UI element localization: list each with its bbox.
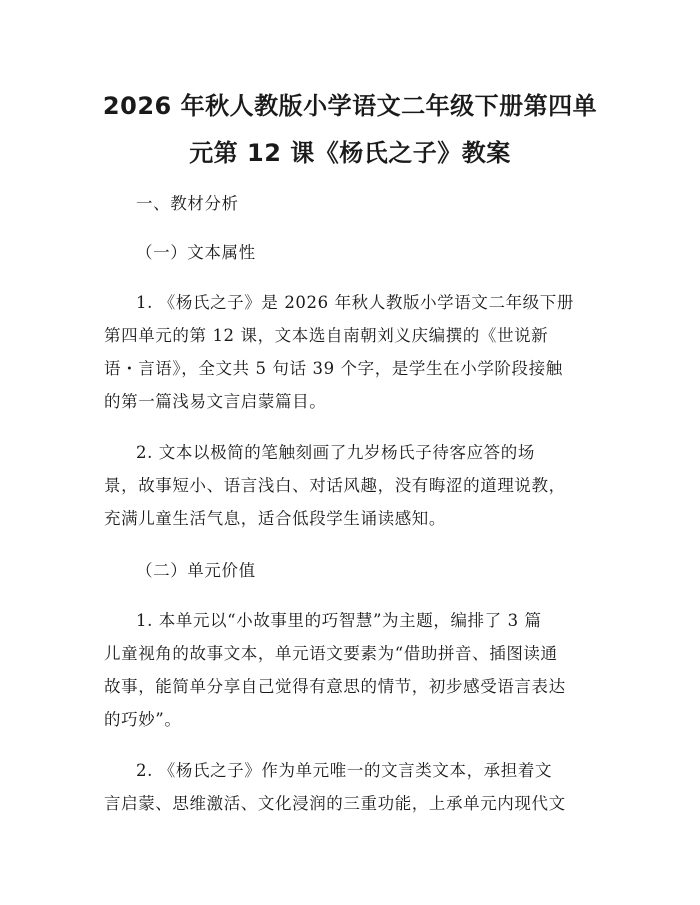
paragraph-3-line-1: 1. 本单元以“小故事里的巧智慧”为主题，编排了 3 篇 [136, 611, 542, 630]
paragraph-3-line-3: 故事，能简单分享自己觉得有意思的情节，初步感受语言表达 [104, 677, 566, 696]
subsection-heading-unit-value: （二）单元价值 [136, 561, 256, 580]
document-title-line-1: 2026 年秋人教版小学语文二年级下册第四单 [102, 92, 598, 120]
paragraph-1-line-4: 的第一篇浅易文言启蒙篇目。 [104, 392, 327, 411]
paragraph-3-line-4: 的巧妙”。 [104, 710, 182, 729]
paragraph-1-line-1: 1. 《杨氏之子》是 2026 年秋人教版小学语文二年级下册 [136, 293, 574, 312]
subsection-heading-text-attributes: （一）文本属性 [136, 243, 256, 262]
paragraph-2-line-2: 景，故事短小、语言浅白、对话风趣，没有晦涩的道理说教， [104, 476, 566, 495]
document-title-line-2: 元第 12 课《杨氏之子》教案 [189, 139, 511, 167]
paragraph-1-line-3: 语・言语》，全文共 5 句话 39 个字，是学生在小学阶段接触 [104, 359, 563, 378]
section-heading-teaching-material-analysis: 一、教材分析 [136, 194, 239, 213]
paragraph-1-line-2: 第四单元的第 12 课，文本选自南朝刘义庆编撰的《世说新 [104, 326, 549, 345]
paragraph-4-line-2: 言启蒙、思维激活、文化浸润的三重功能，上承单元内现代文 [104, 794, 566, 813]
paragraph-3-line-2: 儿童视角的故事文本，单元语文要素为“借助拼音、插图读通 [104, 644, 558, 663]
paragraph-2-line-1: 2. 文本以极简的笔触刻画了九岁杨氏子待客应答的场 [136, 443, 535, 462]
paragraph-4-line-1: 2. 《杨氏之子》作为单元唯一的文言类文本，承担着文 [136, 761, 553, 780]
paragraph-2-line-3: 充满儿童生活气息，适合低段学生诵读感知。 [104, 509, 446, 528]
